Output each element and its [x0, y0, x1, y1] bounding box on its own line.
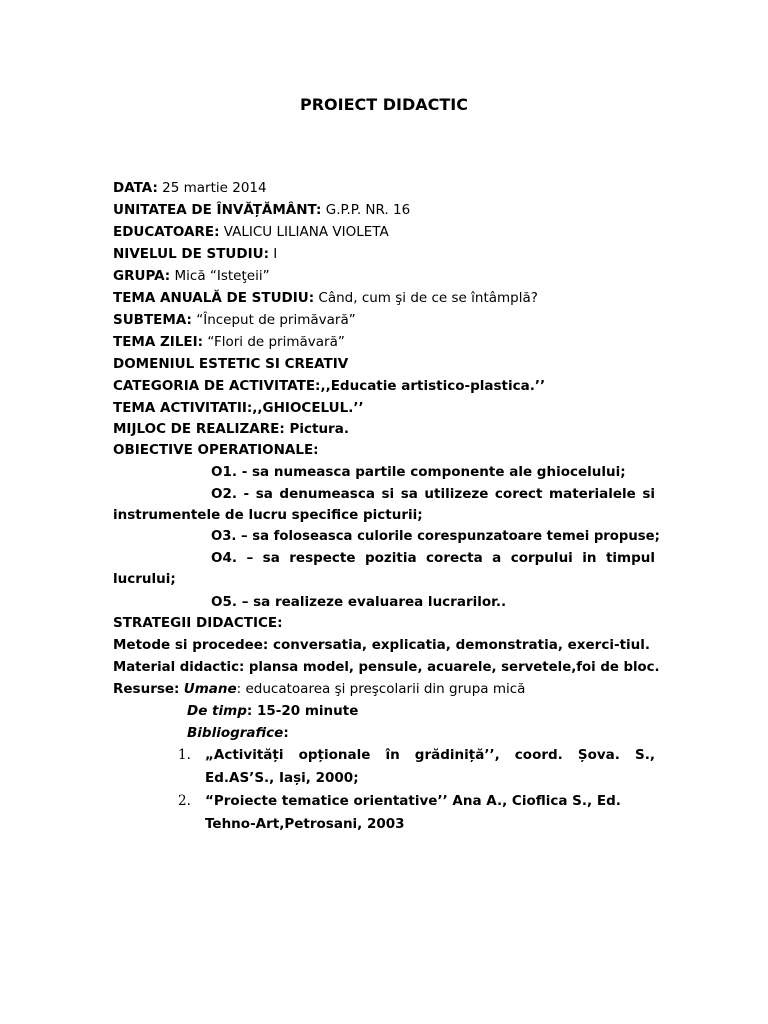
objectives-heading: OBIECTIVE OPERATIONALE: — [113, 442, 319, 458]
resources-bibliography-colon: : — [283, 725, 289, 741]
field-data — [113, 178, 267, 199]
field-tema-zilei — [113, 332, 345, 353]
bibliography-item-number: 2. — [178, 793, 191, 809]
field-value: “Flori de primăvară” — [203, 334, 345, 350]
document-title: PROIECT DIDACTIC — [299, 95, 468, 114]
resources-human-value: : educatoarea şi preşcolarii din grupa mică — [236, 681, 526, 697]
resources-human — [113, 679, 525, 700]
field-label: NIVELUL DE STUDIU: — [113, 246, 269, 262]
resources-human-label: Umane — [183, 681, 237, 697]
field-label: GRUPA: — [113, 268, 171, 284]
bibliography-item-number: 1. — [178, 747, 191, 763]
resources-time-label: De timp — [187, 703, 247, 719]
resources-bibliography-label: Bibliografice — [187, 725, 284, 741]
bibliography-item-line2: Tehno-Art,Petrosani, 2003 — [205, 816, 405, 832]
resources-time — [187, 701, 358, 722]
field-label: TEMA ZILEI: — [113, 334, 204, 350]
field-label: CATEGORIA DE ACTIVITATE: — [113, 378, 321, 394]
resources-bibliography — [187, 723, 289, 744]
field-label: SUBTEMA: — [113, 312, 192, 328]
objective-o2-line2: instrumentele de lucru specifice picturii; — [113, 507, 423, 523]
field-value: 25 martie 2014 — [157, 180, 267, 196]
objective-o3: O3. – sa foloseasca culorile corespunzatoare temei propuse; — [211, 529, 660, 544]
field-label: TEMA ACTIVITATII: — [113, 400, 253, 416]
field-label: TEMA ANUALĂ DE STUDIU: — [113, 290, 315, 306]
field-label: MIJLOC DE REALIZARE: — [113, 421, 285, 437]
objective-o1: O1. - sa numeasca partile componente ale ghiocelului; — [211, 464, 626, 480]
objective-o2-line1: O2. - sa denumeasca si sa utilizeze corect materialele si — [211, 486, 655, 502]
field-tema-activitatii — [113, 398, 364, 419]
field-value: VALICU LILIANA VIOLETA — [219, 224, 389, 240]
field-categoria — [113, 376, 545, 397]
field-tema-anuala — [113, 288, 538, 309]
strategies-material: Material didactic: plansa model, pensule, acuarele, servetele,foi de bloc. — [113, 660, 660, 675]
field-subtema — [113, 310, 356, 331]
field-value: ,,GHIOCELUL.’’ — [252, 400, 364, 416]
resources-label: Resurse: — [113, 681, 180, 697]
field-domeniul: DOMENIUL ESTETIC SI CREATIV — [113, 356, 349, 372]
field-label: EDUCATOARE: — [113, 224, 220, 240]
field-educatoare — [113, 222, 389, 243]
resources-time-value: : 15-20 minute — [246, 703, 359, 719]
field-label: UNITATEA DE ÎNVĂȚĂMÂNT: — [113, 202, 322, 218]
field-value: Când, cum şi de ce se întâmplă? — [314, 290, 538, 306]
field-grupa — [113, 266, 270, 287]
strategies-heading: STRATEGII DIDACTICE: — [113, 615, 283, 631]
field-value: Mică “Isteţeii” — [170, 268, 270, 284]
field-value: Pictura. — [284, 421, 349, 437]
objective-o5: O5. – sa realizeze evaluarea lucrarilor.. — [211, 594, 507, 610]
strategies-methods: Metode si procedee: conversatia, explicatia, demonstratia, exerci-tiul. — [113, 637, 651, 653]
objective-o4-line1: O4. – sa respecte pozitia corecta a corpului in timpul — [211, 550, 655, 566]
field-value: G.P.P. NR. 16 — [321, 202, 411, 218]
field-unitate — [113, 200, 410, 221]
field-label: DATA: — [113, 180, 158, 196]
bibliography-item-line1: “Proiecte tematice orientative’’ Ana A., Cioflica S., Ed. — [205, 793, 621, 809]
field-nivel — [113, 244, 277, 265]
bibliography-item-line1: „Activități opționale în grădiniță’’, coord. Șova. S., — [205, 747, 655, 763]
field-value: I — [269, 246, 278, 262]
bibliography-item-line2: Ed.AS’S., Iași, 2000; — [205, 770, 359, 786]
objective-o4-line2: lucrului; — [113, 571, 176, 587]
field-value: “Început de primăvară” — [191, 312, 356, 328]
field-value: ,,Educatie artistico-plastica.’’ — [320, 378, 546, 394]
field-mijloc — [113, 419, 349, 440]
